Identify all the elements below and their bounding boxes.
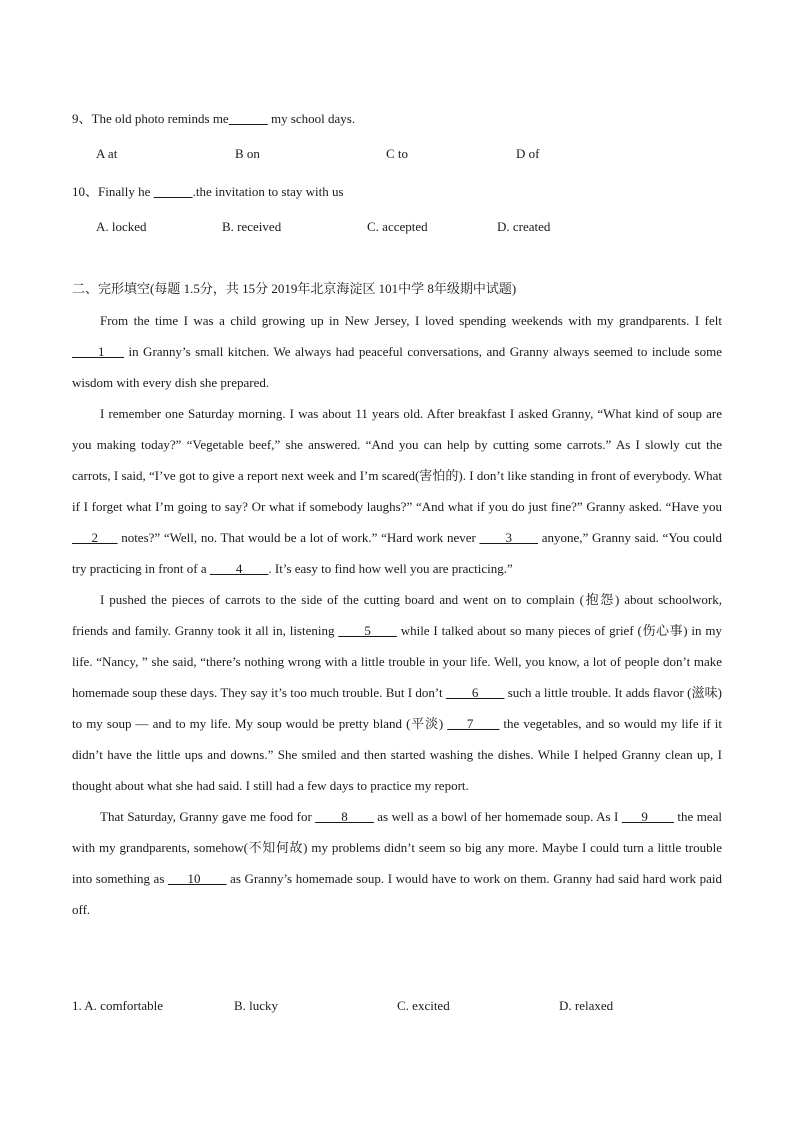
option-c: C to [386,146,409,161]
paragraph-text: That Saturday, Granny gave me food for [100,809,316,824]
question-10 [72,183,344,201]
option-d: D of [516,146,540,161]
option-b: B. lucky [234,998,279,1013]
paragraph-text: as well as a bowl of her homemade soup. As I [373,809,622,824]
blank-9: ___9____ [621,809,674,824]
paragraph-text: I pushed the pieces of carrots to the side of the cutting board and went on to complain (抱怨) about schoolwork, friends and family. Granny took it all in, listening [72,592,722,638]
paragraph-text: notes?” “Well, no. That would be a lot of work.” “Hard work never [117,530,480,545]
blank-6: ____6____ [445,685,505,700]
option-b: B. received [222,219,282,234]
option-a: A. locked [96,219,147,234]
paragraph-4 [72,801,722,925]
blank-8: ____8____ [315,809,374,824]
option-a: A at [96,146,118,161]
blank-10: ___10____ [167,871,227,886]
option-d: D. created [497,219,551,234]
blank-5: ____5____ [338,623,397,638]
question-9 [72,110,355,128]
question-9-prefix: 9、The old photo reminds me [72,111,229,126]
blank-3: ____3____ [479,530,539,545]
section-title: 二、完形填空(每题 1.5分，共 15分 2019年北京海淀区 101中学 8年级期中试题) [72,281,517,296]
paragraph-text: I remember one Saturday morning. I was about 11 years old. After breakfast I asked Granny, “What kind of soup are you making today?” “Vegetable beef,” she answered. “And you can help by cutting some carrots.” As I slowly cut the carrots, I said, “I’ve got to give a report next week and I’m scared(害怕的). I don’t like standing in front of everybody. What if I forget what I’m going to say? Or what if somebody laughs?” “And what if you do just fine?” Granny asked. “Have you [72,406,722,514]
option-c: C. excited [397,998,450,1013]
paragraph-3 [72,584,722,801]
paragraph-text: while I talked about so many pieces of grief (伤心事) in my life. “Nancy, ” she said, “there’s nothing wrong with a little trouble in your life. Well, you know, a lot of people don’t make homemade soup these days. They say it’s too much trouble. But I don’t [72,623,723,700]
paragraph-text: as Granny’s homemade soup. I would have to work on them. Granny had said hard work paid off. [72,871,723,917]
blank-4: ____4____ [209,561,269,576]
option-b: B on [235,146,260,161]
option-d: D. relaxed [559,998,614,1013]
blank-1: ____1___ [72,344,124,359]
paragraph-text: From the time I was a child growing up in New Jersey, I loved spending weekends with my grandparents. I felt [100,313,722,328]
blank-2: ___2___ [72,530,118,545]
option-c: C. accepted [367,219,428,234]
paragraph-text: such a little trouble. It adds flavor (滋味) to my soup — and to my life. My soup would be pretty bland (平淡) [72,685,722,731]
question-9-suffix: my school days. [267,111,356,126]
option-a: 1. A. comfortable [72,998,163,1013]
paragraph-text: . It’s easy to find how well you are practicing.” [268,561,513,576]
paragraph-1 [72,305,722,398]
question-10-prefix: 10、Finally he [72,184,154,199]
paragraph-text: the vegetables, and so would my life if it didn’t have the little ups and downs.” She smiled and then started washing the dishes. While I helped Granny clean up, I thought about what she had said. I still had a few days to practice my report. [72,716,722,793]
paragraph-text: anyone,” Granny said. “You could try practicing in front of a [72,530,722,576]
paragraph-2 [72,398,722,584]
paragraph-text: the meal with my grandparents, somehow(不知何故) my problems didn’t seem so big any more. Maybe I could turn a little trouble into something as [72,809,722,886]
cloze-passage [72,305,722,925]
paragraph-text: in Granny’s small kitchen. We always had peaceful conversations, and Granny always seemed to include some wisdom with every dish she prepared. [72,344,722,390]
question-9-blank [229,111,268,126]
question-10-blank [154,184,193,199]
question-10-suffix: .the invitation to stay with us [192,184,344,199]
blank-7: ___7____ [447,716,500,731]
